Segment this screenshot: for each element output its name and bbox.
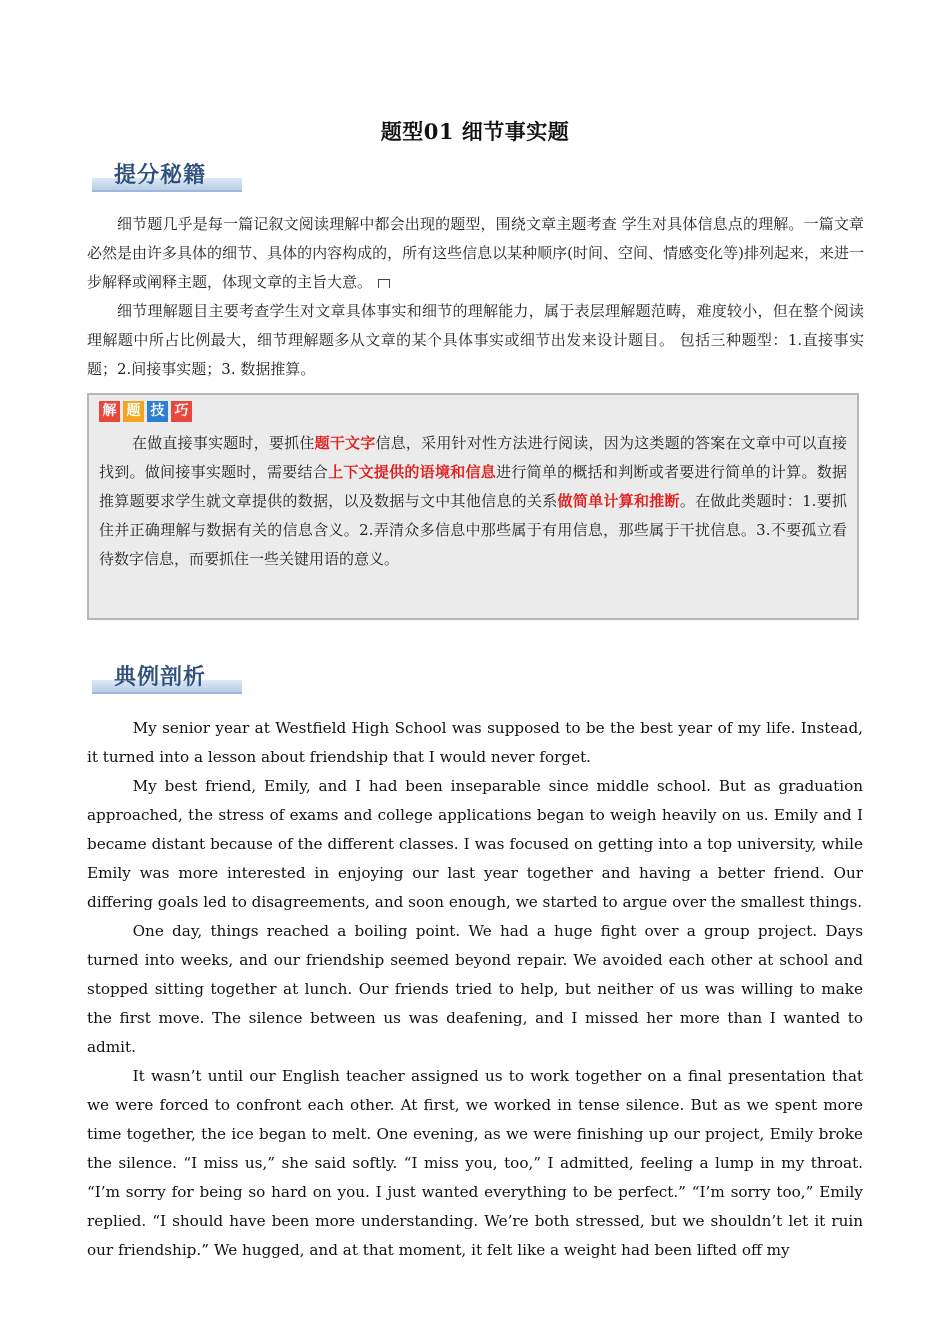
intro-text: [87, 210, 864, 384]
intro-paragraph-1: 细节题几乎是每一篇记叙文阅读理解中都会出现的题型，围绕文章主题考查 学生对具体信息点的理解。一篇文章必然是由许多具体的细节、具体的内容构成的，所有这些信息以某种顺序(时间、空间、情感变化等)排列起来，来进一步解释或阐释主题，体现文章的主旨大意。: [87, 215, 864, 291]
passage-paragraph-4: It wasn’t until our English teacher assigned us to work together on a final presentation that we were forced to confront each other. At first, we worked in tense silence. But as we spent more time together, the ice began to melt. One evening, as we were finishing up our project, Emily broke the silence. “I miss us,” she said softly. “I miss you, too,” I admitted, feeling a lump in my throat. “I’m sorry for being so hard on you. I just wanted everything to be perfect.” “I’m sorry too,” Emily replied. “I should have been more understanding. We’re both stressed, but we shouldn’t let it ruin our friendship.” We hugged, and at that moment, it felt like a weight had been lifted off my: [87, 1067, 863, 1259]
page-title: 题型01 细节事实题: [380, 119, 570, 144]
tips-badge-3: 技: [147, 401, 168, 422]
section-heading-example-analysis: [92, 660, 242, 696]
tips-text: [99, 429, 847, 574]
intro-paragraph-2: 细节理解题目主要考查学生对文章具体事实和细节的理解能力，属于表层理解题范畴，难度较小，但在整个阅读理解题中所占比例最大，细节理解题多从文章的某个具体事实或细节出发来设计题目。 包括三种题型：1.直接事实题；2.间接事实题；3. 数据推算。: [87, 302, 864, 378]
tips-badge-2: 题: [123, 401, 144, 422]
tips-badge-4: 巧: [171, 401, 192, 422]
section-heading-tips-secrets: [92, 158, 242, 194]
highlight-stem-text: 题干文字: [314, 434, 376, 452]
tips-paragraph: 在做直接事实题时，要抓住题干文字信息，采用针对性方法进行阅读，因为这类题的答案在文章中可以直接找到。做间接事实题时，需要结合上下文提供的语境和信息进行简单的概括和判断或者要进行简单的计算。数据推算题要求学生就文章提供的数据，以及数据与文中其他信息的关系做简单计算和推断。在做此类题时：1.要抓住并正确理解与数据有关的信息含义。2.弄清众多信息中那些属于有用信息，那些属于干扰信息。3.不要孤立看待数字信息，而要抓住一些关键用语的意义。: [99, 434, 847, 568]
passage-paragraph-3: One day, things reached a boiling point. We had a huge fight over a group project. Days turned into weeks, and our friendship seemed beyond repair. We avoided each other at school and stopped sitting together at lunch. Our friends tried to help, but neither of us was willing to make the first move. The silence between us was deafening, and I missed her more than I wanted to admit.: [87, 922, 863, 1056]
passage-paragraph-2: My best friend, Emily, and I had been inseparable since middle school. But as graduation approached, the stress of exams and college applications began to weigh heavily on us. Emily and I became distant because of the different classes. I was focused on getting into a top university, while Emily was more interested in enjoying our last year together and having a better friend. Our differing goals led to disagreements, and soon enough, we started to argue over the smallest things.: [87, 777, 863, 911]
highlight-context-info: 上下文提供的语境和信息: [328, 463, 497, 481]
section-heading-text: 典例剖析: [114, 665, 207, 690]
return-mark-icon: [378, 279, 390, 288]
passage-paragraph-1: My senior year at Westfield High School was supposed to be the best year of my life. Instead, it turned into a lesson about friendship that I would never forget.: [87, 719, 863, 766]
tips-box: [87, 393, 859, 620]
section-heading-text: 提分秘籍: [114, 163, 207, 188]
tips-badge-group: [99, 401, 192, 422]
reading-passage: [87, 714, 863, 1265]
tips-badge-1: 解: [99, 401, 120, 422]
highlight-calculation: 做简单计算和推断: [557, 492, 680, 510]
